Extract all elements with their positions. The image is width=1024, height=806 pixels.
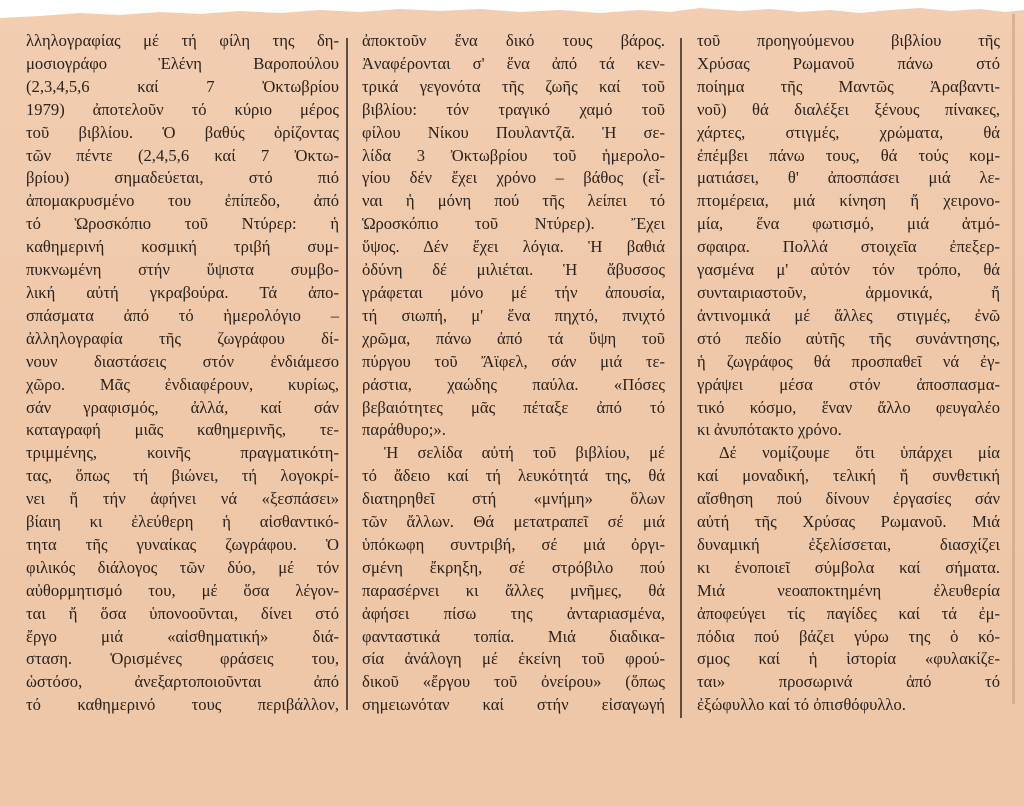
text-line: Δέ νομίζουμε ὅτι ὑπάρχει μία [719, 443, 1000, 463]
text-line: γράφεται μόνο μέ τήν ἀπουσία, [362, 282, 665, 302]
article-column-1 [26, 30, 339, 717]
text-line: σμένη ἔκρηξη, σέ στρόβιλο πού [362, 557, 665, 577]
text-line: βίαιη κι ἐλεύθερη ἡ αἰσθαντικό- [26, 512, 339, 532]
text-line: τῶν ἄλλων. Θά μετατραπεῖ σέ μιά [362, 512, 665, 532]
text-line: τικό κόσμο, ἕναν ἄλλο φευγαλέο [697, 397, 1000, 417]
text-line: τό Ὡροσκόπιο τοῦ Ντύρερ: ἡ [26, 214, 339, 234]
text-line: νουν διαστάσεις στόν ἐνδιάμεσο [26, 351, 339, 371]
text-line: ἀπομακρυσμένο του ἐπίπεδο, ἀπό [26, 191, 339, 211]
text-line: σία ἀνάλογη μέ ἐκείνη τοῦ φρού- [362, 649, 665, 669]
text-line: πόδια πού βάζει γύρω της ὁ κό- [697, 626, 1000, 646]
text-line: κι ἀνυπότακτο χρόνο. [697, 420, 842, 440]
text-line: λληλογραφίας μέ τή φίλη της δη- [26, 31, 339, 50]
text-line: Ἡ σελίδα αὐτή τοῦ βιβλίου, μέ [384, 443, 665, 463]
text-line: αἴσθηση πού δίνουν ἐργασίες σάν [697, 489, 1000, 509]
text-line: μοσιογράφο Ἑλένη Βαροπούλου [26, 53, 339, 73]
text-line: λική αὐτή γκραβούρα. Τά ἀπο- [26, 282, 339, 302]
text-line: φανταστικά τοπία. Μιά διαδικα- [362, 626, 665, 646]
text-line: τό ἄδειο καί τή λευκότητά της, θά [362, 466, 665, 486]
text-line: Μιά νεοαποκτημένη ἐλευθερία [697, 580, 1000, 600]
text-line: καταγραφή μιᾶς καθημερινῆς, τε- [26, 420, 339, 440]
text-line: πτομέρεια, μιά κίνηση ἤ χειρονο- [697, 191, 1000, 211]
text-line: σημειωνόταν καί στήν εἰσαγωγή [362, 695, 665, 715]
text-line: ἀφήσει πίσω της ἀνταριασμένα, [362, 603, 665, 623]
text-line: (2,3,4,5,6 καί 7 Ὀκτωβρίου [26, 76, 339, 96]
text-line: φιλικός διάλογος τῶν δύο, μέ τόν [26, 557, 339, 577]
text-line: μία, ἕνα φωτισμό, μιά ἀτμό- [697, 214, 1000, 234]
text-line: καθημερινή κοσμική τριβή συμ- [26, 237, 339, 257]
text-line: σταση. Ὁρισμένες φράσεις του, [26, 649, 339, 669]
right-paper-edge [1012, 14, 1015, 704]
column-divider [680, 38, 682, 718]
text-line: τας, ὅπως τή βιώνει, τή λογοκρί- [26, 466, 339, 486]
text-line: δικοῦ «ἔργου τοῦ ὀνείρου» (ὅπως [362, 672, 665, 692]
text-line: καί μοναδική, τελική ἤ συνθετική [697, 466, 1000, 486]
text-line: διατηρηθεῖ στή «μνήμη» ὅλων [362, 489, 665, 509]
text-line: σμος καί ἡ ἱστορία «φυλακίζε- [697, 649, 1000, 669]
text-line: ματιάσει, θ' ἀποσπάσει μιά λε- [697, 168, 1000, 188]
text-line: πυκνωμένη στήν ὕψιστα συμβο- [26, 260, 339, 280]
text-line: χάρτες, στιγμές, χρώματα, θά [697, 122, 1000, 142]
text-line: τό καθημερινό τους περιβάλλον, [26, 695, 339, 715]
text-line: αὐθορμητισμό του, μέ ὅσα λέγον- [26, 580, 339, 600]
text-line: τοῦ προηγούμενου βιβλίου τῆς [697, 31, 1000, 50]
text-line: ράστια, χαώδης παύλα. «Πόσες [362, 374, 665, 394]
text-line: γίου δέν ἔχει χρόνο – βάθος (εἶ- [362, 168, 665, 188]
torn-top-edge [0, 0, 1024, 26]
text-line: χῶρο. Μᾶς ἐνδιαφέρουν, κυρίως, [26, 374, 339, 394]
text-line: ἔργο μιά «αἰσθηματική» διά- [26, 626, 339, 646]
text-line: τή σιωπή, μ' ἕνα πηχτό, πνιχτό [362, 305, 665, 325]
text-line: ται ἤ ὅσα ὑπονοοῦνται, δίνει στό [26, 603, 339, 623]
text-line: βρίου) σημαδεύεται, στό πιό [26, 168, 339, 188]
text-line: Ὡροσκόπιο τοῦ Ντύρερ). Ἔχει [362, 214, 665, 234]
text-line: λίδα 3 Ὀκτωβρίου τοῦ ἡμερολο- [362, 145, 665, 165]
text-line: γράψει μέσα στόν ἀποσπασμα- [697, 374, 1000, 394]
text-line: ται» προσωρινά ἀπό τό [697, 672, 1000, 692]
text-line: νοῦ) θά διαλέξει ξένους πίνακες, [697, 99, 1000, 119]
text-line: ἡ ζωγράφος θά προσπαθεῖ νά ἐγ- [697, 351, 1000, 371]
text-line: ναι ἡ μόνη πού τῆς λείπει τό [362, 191, 665, 211]
text-line: Ἀναφέρονται σ' ἕνα ἀπό τά κεν- [362, 53, 665, 73]
text-line: Χρύσας Ρωμανοῦ πάνω στό [697, 53, 1000, 73]
article-column-3 [697, 30, 1000, 717]
text-line: βεβαιότητες μᾶς πέταξε ἀπό τό [362, 397, 665, 417]
text-line: ἀλληλογραφία τῆς ζωγράφου δί- [26, 328, 339, 348]
text-line: αὐτή τῆς Χρύσας Ρωμανοῦ. Μιά [697, 512, 1000, 532]
text-line: πύργου τοῦ Ἄϊφελ, σάν μιά τε- [362, 351, 665, 371]
text-line: συνταιριαστοῦν, ἁρμονικά, ἤ [697, 282, 1000, 302]
text-line: τητα τῆς γυναίκας ζωγράφου. Ὁ [26, 534, 339, 554]
text-line: ὕψος. Δέν ἔχει λόγια. Ἡ βαθιά [362, 237, 665, 257]
text-line: τριμμένης, κοινῆς πραγματικότη- [26, 443, 339, 463]
text-line: τρικά γεγονότα τῆς ζωῆς καί τοῦ [362, 76, 665, 96]
text-line: σπάσματα ἀπό τό ἡμερολόγιο – [26, 305, 339, 325]
text-line: τῶν πέντε (2,4,5,6 καί 7 Ὀκτω- [26, 145, 339, 165]
text-line: ἐπέμβει πάνω τους, θά τούς κομ- [697, 145, 1000, 165]
text-line: 1979) ἀποτελοῦν τό κύριο μέρος [26, 99, 339, 119]
text-line: ἐξώφυλλο καί τό ὀπισθόφυλλο. [697, 695, 906, 715]
text-line: χρῶμα, πάνω ἀπό τά ὕψη τοῦ [362, 328, 665, 348]
article-column-2 [362, 30, 665, 717]
text-line: παράθυρο;». [362, 420, 446, 440]
text-line: φίλου Νίκου Πουλαντζᾶ. Ἡ σε- [362, 122, 665, 142]
text-line: στό πεδίο αὐτῆς τῆς συνάντησης, [697, 328, 1000, 348]
text-line: ποίημα τῆς Μαντῶς Ἀραβαντι- [697, 76, 1000, 96]
text-line: ἀντινομικά μέ ἄλλες στιγμές, ἐνῶ [697, 305, 1000, 325]
text-line: γασμένα μ' αὐτόν τόν τρόπο, θά [697, 260, 1000, 280]
text-line: ὀδύνη δέ μιλιέται. Ἡ ἄβυσσος [362, 260, 665, 280]
text-line: σφαιρα. Πολλά στοιχεῖα ἐπεξερ- [697, 237, 1000, 257]
text-line: δυναμική ἐξελίσσεται, διασχίζει [697, 534, 1000, 554]
text-line: σάν γραφισμός, ἀλλά, καί σάν [26, 397, 339, 417]
text-line: ὡστόσο, ἀνεξαρτοποιοῦνται ἀπό [26, 672, 339, 692]
column-divider [346, 38, 348, 710]
text-line: τοῦ βιβλίου. Ὁ βαθύς ὁρίζοντας [26, 122, 339, 142]
text-line: κι ἑνοποιεῖ σύμβολα καί σήματα. [697, 557, 1000, 577]
text-line: ἀποφεύγει τίς παγίδες καί τά ἐμ- [697, 603, 1000, 623]
text-line: ἀποκτοῦν ἕνα δικό τους βάρος. [362, 31, 665, 50]
text-line: παρασέρνει κι ἄλλες μνῆμες, θά [362, 580, 665, 600]
text-line: νει ἤ τήν ἀφήνει νά «ξεσπάσει» [26, 489, 339, 509]
text-line: βιβλίου: τόν τραγικό χαμό τοῦ [362, 99, 665, 119]
text-line: ὑπόκωφη συντριβή, σέ μιά ὀργι- [362, 534, 665, 554]
